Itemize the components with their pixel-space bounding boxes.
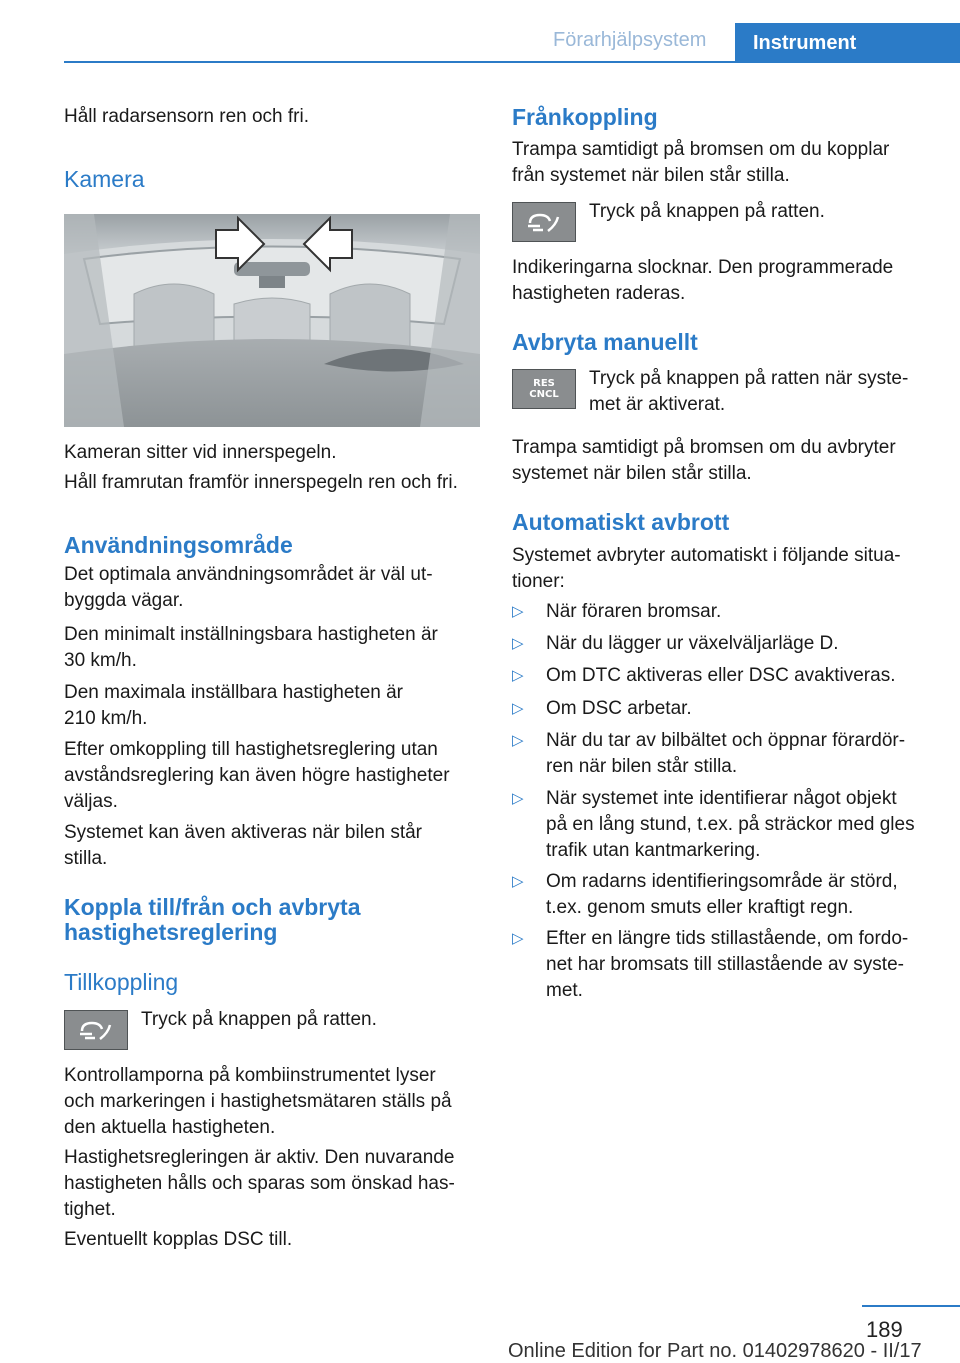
list-item-line: trafik utan kantmarkering. <box>546 840 761 861</box>
list-item-line: Om DTC aktiveras eller DSC avaktiveras. <box>546 665 896 686</box>
heading-tillkoppling: Tillkoppling <box>64 969 179 995</box>
paragraph-anv2b: 30 km/h. <box>64 650 137 671</box>
paragraph-anv2a: Den minimalt inställningsbara hastigheten är <box>64 624 438 645</box>
res-cncl-button <box>512 369 576 409</box>
list-item-line: Om radarns identifieringsområde är störd, <box>546 871 898 892</box>
list-item-line: ren när bilen står stilla. <box>546 756 738 777</box>
paragraph-a2a: Trampa samtidigt på bromsen om du avbryter <box>512 437 896 458</box>
bullet-triangle-icon: ▷ <box>512 930 524 947</box>
header-tab-instrument: Instrument <box>735 23 960 63</box>
cruise-control-icon <box>524 209 564 235</box>
bullet-triangle-icon: ▷ <box>512 667 524 684</box>
list-item-line: Efter en längre tids stillastående, om fordo‐ <box>546 928 909 949</box>
heading-frankoppling: Frånkoppling <box>512 104 658 130</box>
heading-automatiskt-avbrott: Automatiskt avbrott <box>512 509 730 535</box>
paragraph-k2c: tighet. <box>64 1199 116 1220</box>
paragraph-anv5a: Systemet kan även aktiveras när bilen står <box>64 822 423 843</box>
cncl-label: CNCL <box>529 389 559 400</box>
list-item-text <box>546 869 932 921</box>
paragraph-anv3a: Den maximala inställbara hastigheten är <box>64 682 404 703</box>
list-item-line: När du tar av bilbältet och öppnar förardör‐ <box>546 730 906 751</box>
paragraph-f2b: hastigheten raderas. <box>512 283 686 304</box>
list-item-line: När du lägger ur växelväljarläge D. <box>546 633 839 654</box>
list-item-line: net har bromsats till stillastående av syste‐ <box>546 954 904 975</box>
list-item-line: När föraren bromsar. <box>546 601 722 622</box>
paragraph-intro: Håll radarsensorn ren och fri. <box>64 106 309 127</box>
paragraph-anv4a: Efter omkoppling till hastighetsreglering utan <box>64 739 438 760</box>
list-item-line: på en lång stund, t.ex. på sträckor med gles <box>546 814 915 835</box>
cruise-control-button-on <box>64 1010 128 1050</box>
paragraph-anv1a: Det optimala användningsområdet är väl ut‐ <box>64 564 433 585</box>
list-item-text <box>546 926 932 1004</box>
paragraph-anv4c: väljas. <box>64 791 118 812</box>
list-item-line: När systemet inte identifierar något objekt <box>546 788 897 809</box>
bullet-triangle-icon: ▷ <box>512 700 524 717</box>
bullet-triangle-icon: ▷ <box>512 732 524 749</box>
header-rule <box>64 61 960 63</box>
edition-note: Online Edition for Part no. 01402978620 - II/17 <box>508 1340 922 1362</box>
heading-anvandningsomrade: Användningsområde <box>64 532 293 558</box>
cruise-control-button-off <box>512 202 576 242</box>
bullet-triangle-icon: ▷ <box>512 635 524 652</box>
cruise-control-icon <box>76 1017 116 1043</box>
paragraph-till-btn: Tryck på knappen på ratten. <box>141 1009 377 1030</box>
paragraph-a-btn-a: Tryck på knappen på ratten när syste‐ <box>589 368 909 389</box>
paragraph-a-btn-b: met är aktiverat. <box>589 394 726 415</box>
paragraph-k3: Eventuellt kopplas DSC till. <box>64 1229 293 1250</box>
res-cncl-icon <box>529 378 558 400</box>
paragraph-auto-a: Systemet avbryter automatiskt i följande situa‐ <box>512 545 901 566</box>
bullet-triangle-icon: ▷ <box>512 873 524 890</box>
paragraph-f2a: Indikeringarna slocknar. Den programmerade <box>512 257 894 278</box>
paragraph-k1b: och markeringen i hastighetsmätaren ställs på <box>64 1091 452 1112</box>
list-item-line: Om DSC arbetar. <box>546 698 692 719</box>
paragraph-anv1b: byggda vägar. <box>64 590 184 611</box>
list-item-text <box>546 696 932 722</box>
list-item-text <box>546 599 932 625</box>
paragraph-f1b: från systemet när bilen står stilla. <box>512 165 790 186</box>
paragraph-f-btn: Tryck på knappen på ratten. <box>589 201 825 222</box>
list-item-text <box>546 728 932 780</box>
paragraph-cam2: Håll framrutan framför innerspegeln ren och fri. <box>64 472 458 493</box>
heading-kamera: Kamera <box>64 166 145 192</box>
paragraph-k1a: Kontrollamporna på kombiinstrumentet lyser <box>64 1065 436 1086</box>
paragraph-anv4b: avståndsreglering kan även högre hastigheter <box>64 765 450 786</box>
bullet-triangle-icon: ▷ <box>512 603 524 620</box>
page-number: 189 <box>866 1317 903 1342</box>
list-item-line: met. <box>546 980 583 1001</box>
camera-photo <box>64 214 480 427</box>
paragraph-anv5b: stilla. <box>64 848 108 869</box>
heading-koppla-a: Koppla till/från och avbryta <box>64 894 361 920</box>
paragraph-a2b: systemet när bilen står stilla. <box>512 463 752 484</box>
list-item-text <box>546 786 932 864</box>
heading-koppla-b: hastighetsreglering <box>64 919 278 945</box>
list-item-line: t.ex. genom smuts eller kraftigt regn. <box>546 897 854 918</box>
list-item-text <box>546 663 932 689</box>
paragraph-k2b: hastigheten hålls och sparas som önskad has‐ <box>64 1173 455 1194</box>
car-interior-illustration <box>64 214 480 427</box>
paragraph-cam1: Kameran sitter vid innerspegeln. <box>64 442 337 463</box>
list-item-text <box>546 631 932 657</box>
paragraph-f1a: Trampa samtidigt på bromsen om du kopplar <box>512 139 890 160</box>
paragraph-k1c: den aktuella hastigheten. <box>64 1117 276 1138</box>
heading-avbryta-manuellt: Avbryta manuellt <box>512 329 698 355</box>
paragraph-k2a: Hastighetsregleringen är aktiv. Den nuvarande <box>64 1147 455 1168</box>
paragraph-anv3b: 210 km/h. <box>64 708 148 729</box>
paragraph-auto-b: tioner: <box>512 571 565 592</box>
bullet-triangle-icon: ▷ <box>512 790 524 807</box>
res-label: RES <box>533 378 555 389</box>
header-section: Förarhjälpsystem <box>553 29 707 51</box>
footer-rule <box>862 1305 960 1307</box>
